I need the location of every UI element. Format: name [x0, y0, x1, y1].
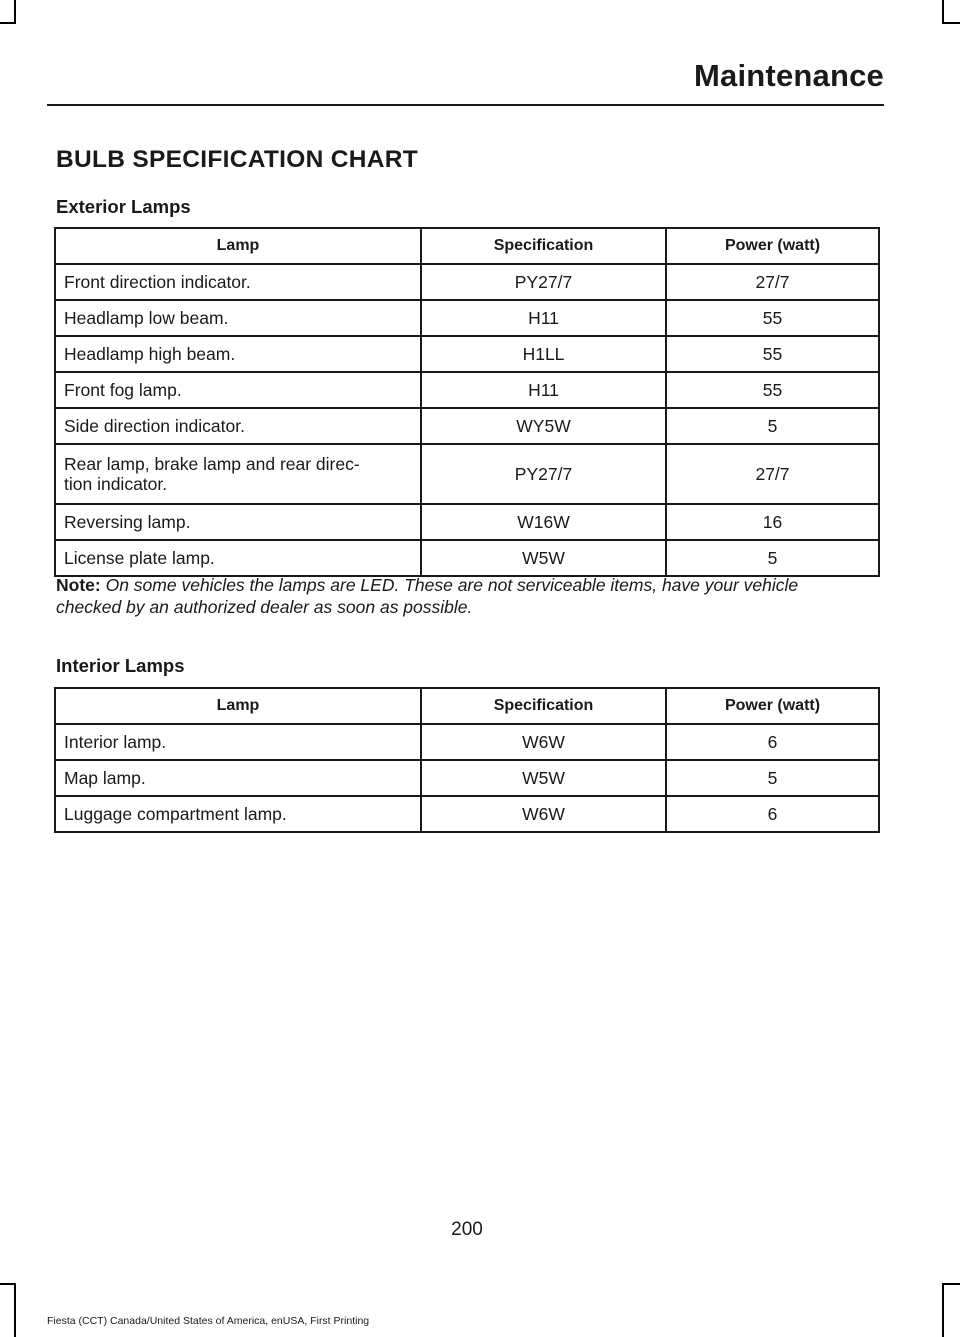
crop-mark-bottom-right-v — [942, 1283, 944, 1337]
exterior-heading: Exterior Lamps — [56, 196, 191, 217]
lamp-cell: Side direction indicator. — [55, 408, 421, 444]
column-header-power: Power (watt) — [666, 228, 879, 264]
table-row — [55, 264, 879, 300]
running-header: Maintenance — [694, 58, 884, 93]
spec-cell: W16W — [421, 504, 666, 540]
spec-cell: PY27/7 — [421, 444, 666, 504]
power-cell: 6 — [666, 796, 879, 832]
table-row — [55, 796, 879, 832]
table-header-row — [55, 228, 879, 264]
spec-cell: WY5W — [421, 408, 666, 444]
table-row — [55, 760, 879, 796]
lamp-cell: Headlamp high beam. — [55, 336, 421, 372]
crop-mark-bottom-right-h — [942, 1283, 960, 1285]
note-label: Note: — [56, 575, 101, 595]
table-row — [55, 300, 879, 336]
table-row — [55, 336, 879, 372]
interior-lamps-table — [54, 687, 880, 833]
print-footer: Fiesta (CCT) Canada/United States of America, enUSA, First Printing — [47, 1315, 370, 1327]
power-cell: 5 — [666, 540, 879, 576]
crop-mark-top-right-v — [942, 0, 944, 22]
table-row — [55, 444, 879, 504]
spec-cell: H11 — [421, 372, 666, 408]
power-cell: 16 — [666, 504, 879, 540]
table-row — [55, 504, 879, 540]
lamp-cell: Front direction indicator. — [55, 264, 421, 300]
lamp-cell: Map lamp. — [55, 760, 421, 796]
table-row — [55, 408, 879, 444]
column-header-power: Power (watt) — [666, 688, 879, 724]
column-header-specification: Specification — [421, 688, 666, 724]
spec-cell: PY27/7 — [421, 264, 666, 300]
interior-heading: Interior Lamps — [56, 655, 185, 676]
exterior-lamps-table — [54, 227, 880, 577]
power-cell: 5 — [666, 760, 879, 796]
spec-cell: W5W — [421, 760, 666, 796]
table-row — [55, 372, 879, 408]
header-rule — [47, 104, 884, 106]
table-header-row — [55, 688, 879, 724]
crop-mark-top-left-v — [14, 0, 16, 22]
spec-cell: W5W — [421, 540, 666, 576]
note-text: On some vehicles the lamps are LED. These are not serviceable items, have your vehicle checked by an authorized dealer as soon as possible. — [56, 575, 799, 617]
spec-cell: H1LL — [421, 336, 666, 372]
power-cell: 55 — [666, 372, 879, 408]
power-cell: 55 — [666, 300, 879, 336]
column-header-lamp: Lamp — [55, 688, 421, 724]
lamp-cell: Headlamp low beam. — [55, 300, 421, 336]
lamp-cell: Rear lamp, brake lamp and rear direc- tion indicator. — [55, 444, 421, 504]
power-cell: 27/7 — [666, 444, 879, 504]
column-header-specification: Specification — [421, 228, 666, 264]
lamp-cell: Front fog lamp. — [55, 372, 421, 408]
note — [56, 574, 866, 618]
power-cell: 5 — [666, 408, 879, 444]
power-cell: 27/7 — [666, 264, 879, 300]
lamp-cell: Luggage compartment lamp. — [55, 796, 421, 832]
lamp-cell: Reversing lamp. — [55, 504, 421, 540]
spec-cell: W6W — [421, 796, 666, 832]
lamp-cell: Interior lamp. — [55, 724, 421, 760]
crop-mark-bottom-left-v — [14, 1283, 16, 1337]
power-cell: 6 — [666, 724, 879, 760]
spec-cell: W6W — [421, 724, 666, 760]
table-row — [55, 540, 879, 576]
crop-mark-top-right-h — [942, 22, 960, 24]
page-number: 200 — [451, 1219, 483, 1240]
column-header-lamp: Lamp — [55, 228, 421, 264]
section-title: BULB SPECIFICATION CHART — [56, 146, 418, 173]
power-cell: 55 — [666, 336, 879, 372]
lamp-cell: License plate lamp. — [55, 540, 421, 576]
table-row — [55, 724, 879, 760]
crop-mark-bottom-left-h — [0, 1283, 16, 1285]
crop-mark-top-left-h — [0, 22, 16, 24]
spec-cell: H11 — [421, 300, 666, 336]
